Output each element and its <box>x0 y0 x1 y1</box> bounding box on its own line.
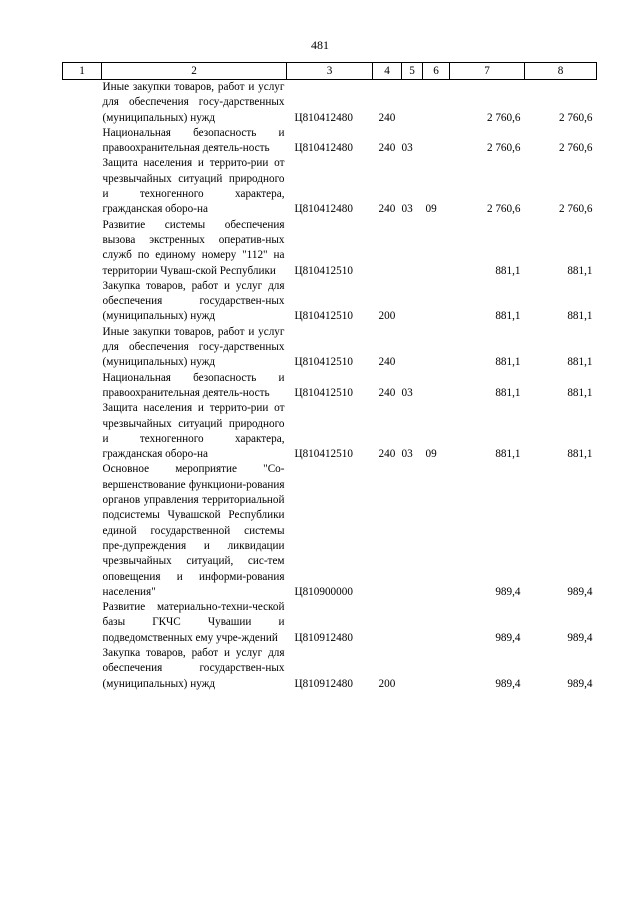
subsection-cell <box>423 218 450 279</box>
amount-year1-cell: 881,1 <box>495 356 521 369</box>
expense-type-cell: 240 <box>378 111 396 124</box>
subsection-cell: 09 <box>425 203 437 216</box>
row-number-cell <box>63 126 102 157</box>
subsection-cell <box>423 371 450 402</box>
item-name-cell: Закупка товаров, работ и услуг для обеспечения государствен-ных (муниципальных) нужд <box>102 279 285 323</box>
subsection-cell <box>423 80 450 126</box>
subsection-cell <box>423 279 450 325</box>
target-code-cell: Ц810412510 <box>294 356 353 369</box>
row-number-cell <box>63 218 102 279</box>
column-header: 8 <box>525 63 597 80</box>
expense-type-cell: 200 <box>378 310 396 323</box>
expense-type-cell: 240 <box>378 448 396 461</box>
row-number-cell <box>63 462 102 600</box>
target-code-cell: Ц810412510 <box>294 386 353 399</box>
amount-year2-cell: 2 760,6 <box>558 203 593 216</box>
section-cell <box>402 462 423 600</box>
amount-year1-cell: 989,4 <box>495 631 521 644</box>
target-code-cell: Ц810412480 <box>294 111 353 124</box>
expense-type-cell: 240 <box>378 356 396 369</box>
row-number-cell <box>63 600 102 646</box>
item-name-cell: Развитие материально-техни-ческой базы ГКЧС Чувашии и подведомственных ему учре-ждений <box>102 601 285 644</box>
target-code-cell: Ц810412480 <box>294 203 353 216</box>
table-row <box>63 126 597 157</box>
table-row <box>63 401 597 462</box>
section-cell <box>402 218 423 279</box>
section-cell <box>402 80 423 126</box>
table-body <box>63 80 597 692</box>
column-header: 5 <box>402 63 423 80</box>
table-row <box>63 600 597 646</box>
target-code-cell: Ц810412510 <box>294 310 353 323</box>
column-header: 3 <box>287 63 373 80</box>
table-row <box>63 279 597 325</box>
column-header: 4 <box>373 63 402 80</box>
subsection-cell <box>423 126 450 157</box>
target-code-cell: Ц810412480 <box>294 142 353 155</box>
section-cell: 03 <box>401 448 413 461</box>
section-cell: 03 <box>401 142 413 155</box>
row-number-cell <box>63 646 102 692</box>
amount-year1-cell: 989,4 <box>495 677 521 690</box>
amount-year1-cell: 989,4 <box>495 585 521 598</box>
subsection-cell <box>423 646 450 692</box>
column-header: 6 <box>423 63 450 80</box>
amount-year2-cell: 989,4 <box>567 677 593 690</box>
subsection-cell: 09 <box>425 448 437 461</box>
header-row <box>63 63 597 80</box>
subsection-cell <box>423 325 450 371</box>
target-code-cell: Ц810900000 <box>294 585 353 598</box>
target-code-cell: Ц810912480 <box>294 677 353 690</box>
amount-year2-cell: 881,1 <box>567 448 593 461</box>
target-code-cell: Ц810912480 <box>294 631 353 644</box>
amount-year2-cell: 881,1 <box>567 356 593 369</box>
item-name-cell: Закупка товаров, работ и услуг для обеспечения государствен-ных (муниципальных) нужд <box>102 646 285 690</box>
budget-table <box>62 62 597 692</box>
table-row <box>63 156 597 217</box>
amount-year1-cell: 2 760,6 <box>486 111 521 124</box>
row-number-cell <box>63 401 102 462</box>
expense-type-cell: 200 <box>378 677 396 690</box>
table-row <box>63 646 597 692</box>
amount-year2-cell: 881,1 <box>567 264 593 277</box>
table-row <box>63 325 597 371</box>
item-name-cell: Защита населения и террито-рии от чрезвычайных ситуаций природного и техногенного характера, гражданская оборо-на <box>102 402 285 461</box>
table-row <box>63 218 597 279</box>
amount-year2-cell: 989,4 <box>567 631 593 644</box>
row-number-cell <box>63 325 102 371</box>
amount-year1-cell: 881,1 <box>495 310 521 323</box>
amount-year2-cell: 989,4 <box>567 585 593 598</box>
table-row <box>63 462 597 600</box>
section-cell <box>402 600 423 646</box>
subsection-cell <box>423 600 450 646</box>
target-code-cell: Ц810412510 <box>294 448 353 461</box>
section-cell <box>402 279 423 325</box>
expense-type-cell: 240 <box>378 203 396 216</box>
amount-year2-cell: 881,1 <box>567 310 593 323</box>
page-number: 481 <box>311 38 329 52</box>
amount-year1-cell: 881,1 <box>495 448 521 461</box>
section-cell: 03 <box>401 386 413 399</box>
amount-year1-cell: 2 760,6 <box>486 142 521 155</box>
item-name-cell: Национальная безопасность и правоохранительная деятель-ность <box>102 371 285 399</box>
section-cell: 03 <box>401 203 413 216</box>
item-name-cell: Основное мероприятие "Со-вершенствование функциони-рования органов управления территориальной подсистемы Чувашской Республики единой государственной системы пре-дупреждения и ликвидации чрезвычайных ситуаций, сис-тем оповещения и информи-рования населения" <box>102 463 285 598</box>
amount-year2-cell: 881,1 <box>567 386 593 399</box>
section-cell <box>402 646 423 692</box>
target-code-cell: Ц810412510 <box>294 264 353 277</box>
amount-year1-cell: 2 760,6 <box>486 203 521 216</box>
subsection-cell <box>423 462 450 600</box>
row-number-cell <box>63 80 102 126</box>
row-number-cell <box>63 371 102 402</box>
table-row <box>63 80 597 126</box>
column-header: 7 <box>450 63 525 80</box>
item-name-cell: Национальная безопасность и правоохранительная деятель-ность <box>102 126 285 155</box>
amount-year2-cell: 2 760,6 <box>558 142 593 155</box>
expense-type-cell: 240 <box>378 386 396 399</box>
expense-type-cell <box>373 600 402 646</box>
row-number-cell <box>63 279 102 325</box>
expense-type-cell <box>373 462 402 600</box>
expense-type-cell: 240 <box>378 142 396 155</box>
expense-type-cell <box>373 218 402 279</box>
amount-year1-cell: 881,1 <box>495 264 521 277</box>
column-header: 1 <box>63 63 102 80</box>
amount-year2-cell: 2 760,6 <box>558 111 593 124</box>
item-name-cell: Иные закупки товаров, работ и услуг для обеспечения госу-дарственных (муниципальных) нужд <box>102 81 285 124</box>
item-name-cell: Развитие системы обеспечения вызова экстренных оператив-ных служб по единому номеру "112" на территории Чуваш-ской Республики <box>102 218 285 277</box>
row-number-cell <box>63 156 102 217</box>
column-header: 2 <box>102 63 287 80</box>
section-cell <box>402 325 423 371</box>
item-name-cell: Иные закупки товаров, работ и услуг для обеспечения госу-дарственных (муниципальных) нужд <box>102 325 285 369</box>
table-row <box>63 371 597 402</box>
amount-year1-cell: 881,1 <box>495 386 521 399</box>
item-name-cell: Защита населения и террито-рии от чрезвычайных ситуаций природного и техногенного характера, гражданская оборо-на <box>102 157 285 216</box>
